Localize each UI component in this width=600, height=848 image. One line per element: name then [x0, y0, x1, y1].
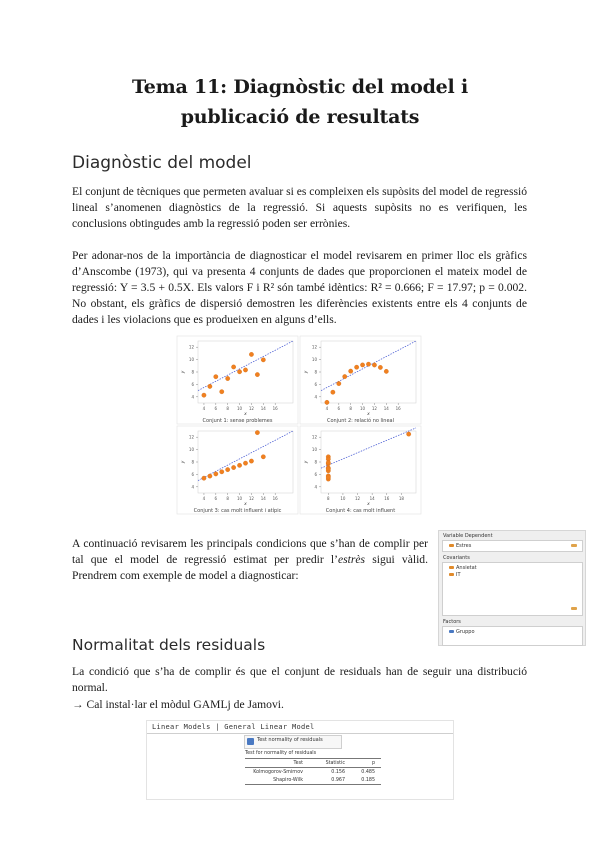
y-axis-label: y — [181, 460, 186, 464]
data-point — [343, 374, 347, 378]
column-header: Test — [293, 760, 303, 766]
plot-caption: Conjunt 2: relació no lineal — [326, 418, 395, 424]
covariate-item[interactable] — [449, 572, 461, 578]
x-tick-label: 6 — [214, 406, 218, 411]
data-point — [354, 365, 358, 369]
dependent-value: Estres — [456, 543, 472, 549]
data-point — [366, 362, 370, 366]
covariates-label: Covariants — [443, 555, 470, 561]
data-point — [243, 368, 247, 372]
paragraph-anscombe: Per adonar-nos de la importància de diagnosticar el model revisarem en primer lloc els gràfics d’Anscombe (1973), qui va presenta 4 conjunts de dades que proporcionen el mateix model de regressió: Y = 3.5 + 0.5X. Els valors F i R² són també idèntics: R² = 0.666; F = 17.97; p = 0.002. No obstant, els gràfics de dispersió demostren les diferències existents entre els 4 conjunts de dades i les violacions que es produeixen en alguns d’ells. — [72, 249, 527, 326]
data-point — [255, 430, 259, 434]
x-tick-label: 4 — [325, 406, 329, 411]
y-tick-label: 12 — [188, 434, 194, 440]
data-point — [261, 358, 265, 362]
nominal-variable-icon — [449, 630, 454, 633]
y-tick-label: 8 — [314, 459, 317, 465]
data-point — [243, 461, 247, 465]
data-point — [220, 470, 224, 474]
y-tick-label: 8 — [191, 459, 194, 465]
x-tick-label: 12 — [248, 406, 254, 411]
x-tick-label: 10 — [237, 406, 243, 411]
paragraph-intro: El conjunt de tècniques que permeten avaluar si es compleixen els supòsits del model de regressió lineal s’anomenen diagnòstics de la regressió. Si aquests supòsits no es verifiquen, les conclusions obtingudes amb la regressió poden ser errònies. — [72, 185, 527, 230]
table-header-row — [245, 759, 381, 767]
y-tick-label: 12 — [188, 344, 194, 350]
covariate-value: IT — [456, 572, 461, 578]
table-cell: Kolmogorov-Smirnov — [253, 769, 303, 775]
normality-checkbox[interactable] — [247, 738, 254, 745]
data-point — [214, 375, 218, 379]
paragraph-conditions — [72, 536, 428, 584]
x-tick-label: 14 — [369, 496, 375, 501]
factors-label: Factors — [443, 619, 461, 625]
table-cell: Shapiro-Wilk — [273, 777, 303, 783]
x-tick-label: 16 — [395, 406, 401, 411]
data-point — [378, 365, 382, 369]
data-point — [360, 363, 364, 367]
dependent-item[interactable] — [449, 543, 471, 549]
x-axis-label: x — [244, 502, 247, 507]
data-point — [372, 363, 376, 367]
data-point — [220, 390, 224, 394]
x-tick-label: 6 — [214, 496, 218, 501]
divider — [147, 733, 453, 734]
plot-caption: Conjunt 3: cas molt influent i atípic — [193, 508, 282, 514]
conditions-text-b: sigui vàlid. Prendrem com exemple de model a diagnosticar: — [72, 553, 428, 582]
factor-value: Gruppo — [456, 629, 475, 635]
y-tick-label: 4 — [191, 484, 194, 490]
table-cell: 0.485 — [361, 769, 375, 775]
y-tick-label: 10 — [188, 357, 194, 363]
x-tick-label: 8 — [349, 406, 352, 411]
plot-caption: Conjunt 4: cas molt influent — [325, 508, 396, 514]
data-point — [325, 400, 329, 404]
dependent-box[interactable] — [442, 540, 583, 552]
column-header: Statistic — [325, 760, 345, 766]
covariate-item[interactable] — [449, 565, 477, 571]
table-cell: 0.185 — [361, 777, 375, 783]
x-tick-label: 12 — [354, 496, 361, 501]
conditions-italic-term: estrès — [337, 553, 366, 566]
data-point — [249, 352, 253, 356]
y-axis-label: y — [304, 370, 309, 374]
paragraph-normality: La condició que s’ha de complir és que el conjunt de residuals han de seguir una distribució normal. — [72, 665, 527, 694]
data-point — [237, 370, 241, 374]
x-tick-label: 4 — [202, 496, 206, 501]
table-row — [245, 768, 381, 776]
page-title: Tema 11: Diagnòstic del model i publicació de resultats — [131, 76, 468, 128]
data-point — [202, 476, 206, 480]
table-row — [245, 776, 381, 784]
x-axis-label: x — [367, 502, 370, 507]
y-tick-label: 10 — [311, 447, 317, 453]
dependent-label: Variable Dependent — [443, 533, 493, 539]
y-tick-label: 10 — [188, 447, 194, 453]
x-tick-label: 16 — [272, 496, 278, 501]
y-tick-label: 8 — [191, 369, 194, 375]
x-tick-label: 16 — [384, 496, 390, 501]
y-axis-label: y — [304, 460, 309, 464]
data-point — [406, 432, 410, 436]
covariates-box[interactable] — [442, 562, 583, 616]
x-axis-label: x — [367, 412, 370, 417]
anscombe-figure — [176, 335, 422, 515]
normality-checkbox-label: Test normality of residuals — [257, 737, 323, 743]
x-tick-label: 8 — [226, 406, 229, 411]
x-tick-label: 14 — [260, 406, 266, 411]
x-tick-label: 4 — [202, 406, 206, 411]
data-point — [337, 381, 341, 385]
gamlj-header: Linear Models | General Linear Model — [152, 723, 315, 731]
y-tick-label: 4 — [191, 394, 194, 400]
x-tick-label: 14 — [383, 406, 389, 411]
plot-area — [321, 341, 416, 403]
column-header: p — [371, 760, 375, 766]
x-axis-label: x — [244, 412, 247, 417]
x-tick-label: 8 — [226, 496, 229, 501]
data-point — [202, 393, 206, 397]
y-tick-label: 6 — [314, 471, 317, 477]
data-point — [225, 467, 229, 471]
plot-caption: Conjunt 1: sense problemes — [202, 418, 273, 424]
data-point — [255, 372, 259, 376]
data-point — [261, 455, 265, 459]
data-point — [225, 376, 229, 380]
x-tick-label: 8 — [327, 496, 330, 501]
plot-area — [321, 431, 416, 493]
y-tick-label: 12 — [311, 344, 317, 350]
data-point — [331, 390, 335, 394]
data-point — [348, 369, 352, 373]
y-tick-label: 4 — [314, 484, 317, 490]
factor-item[interactable] — [449, 629, 475, 635]
factors-box[interactable] — [442, 626, 583, 646]
x-tick-label: 18 — [398, 496, 404, 501]
x-tick-label: 14 — [260, 496, 266, 501]
data-point — [384, 369, 388, 373]
data-point — [249, 459, 253, 463]
y-axis-label: y — [181, 370, 186, 374]
variable-ruler-icon — [449, 566, 454, 569]
y-tick-label: 6 — [191, 471, 194, 477]
y-tick-label: 12 — [311, 434, 317, 440]
gamlj-output — [146, 720, 454, 800]
table-cell: 0.967 — [331, 777, 345, 783]
table-rule — [245, 784, 381, 785]
x-tick-label: 16 — [272, 406, 278, 411]
data-point — [326, 460, 330, 464]
y-tick-label: 4 — [314, 394, 317, 400]
y-tick-label: 6 — [191, 381, 194, 387]
covariate-value: Ansietat — [456, 565, 477, 571]
variable-ruler-icon — [449, 573, 454, 576]
normality-table-title: Test for normality of residuals — [245, 751, 317, 756]
y-tick-label: 10 — [311, 357, 317, 363]
x-tick-label: 10 — [360, 406, 366, 411]
data-point — [208, 384, 212, 388]
x-tick-label: 12 — [371, 406, 377, 411]
y-tick-label: 8 — [314, 369, 317, 375]
normality-table — [245, 758, 381, 785]
section-heading-normality: Normalitat dels residuals — [72, 636, 266, 654]
paragraph-install-gamlj: → Cal instal·lar el mòdul GAMLj de Jamovi. — [72, 698, 284, 711]
y-tick-label: 6 — [314, 381, 317, 387]
data-point — [231, 465, 235, 469]
variable-ruler-icon — [449, 544, 454, 547]
data-point — [326, 475, 330, 479]
table-cell: 0.156 — [331, 769, 345, 775]
x-tick-label: 6 — [337, 406, 341, 411]
data-point — [326, 467, 330, 471]
anscombe-svg — [176, 335, 422, 515]
section-heading-diagnostic: Diagnòstic del model — [72, 153, 252, 173]
data-point — [208, 474, 212, 478]
x-tick-label: 10 — [340, 496, 346, 501]
x-tick-label: 12 — [248, 496, 254, 501]
data-point — [231, 365, 235, 369]
conditions-text-a: A continuació revisarem les principals condicions que s’han de complir per tal que el model de regressió estimat per predir l’ — [72, 537, 428, 566]
x-tick-label: 10 — [237, 496, 243, 501]
data-point — [237, 463, 241, 467]
move-arrow-icon[interactable] — [571, 544, 577, 547]
jamovi-variables-panel — [438, 530, 586, 646]
data-point — [214, 472, 218, 476]
move-arrow-icon[interactable] — [571, 607, 577, 610]
